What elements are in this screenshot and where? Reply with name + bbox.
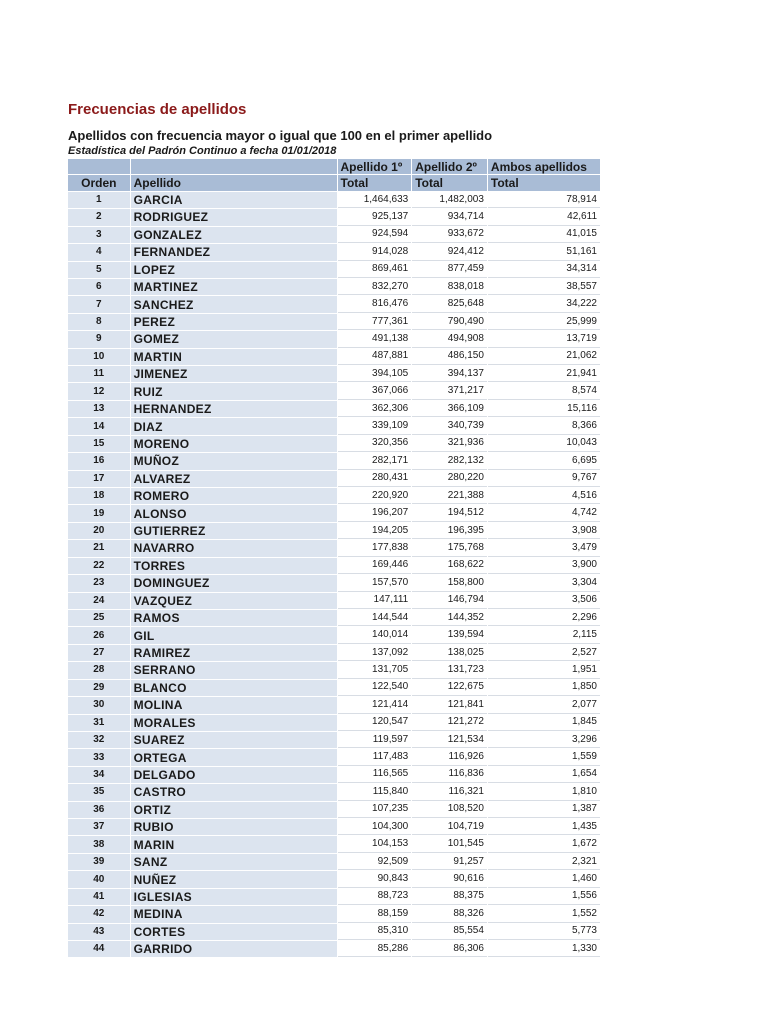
- cell-total-apellido-2: 934,714: [412, 209, 487, 225]
- table-row: [68, 889, 600, 905]
- cell-total-apellido-2: 122,675: [412, 680, 487, 696]
- cell-total-apellido-2: 371,217: [412, 383, 487, 399]
- cell-total-apellido-2: 108,520: [412, 802, 487, 818]
- cell-total-apellido-1: 220,920: [338, 488, 412, 504]
- cell-total-apellido-2: 838,018: [412, 279, 487, 295]
- cell-orden: 7: [68, 296, 130, 312]
- cell-apellido: DOMINGUEZ: [131, 575, 337, 591]
- column-header-row: [68, 175, 600, 190]
- cell-total-apellido-1: 925,137: [338, 209, 412, 225]
- cell-apellido: DIAZ: [131, 418, 337, 434]
- cell-apellido: MEDINA: [131, 906, 337, 922]
- cell-orden: 33: [68, 749, 130, 765]
- cell-total-ambos: 8,574: [488, 383, 600, 399]
- cell-apellido: RUBIO: [131, 819, 337, 835]
- cell-orden: 23: [68, 575, 130, 591]
- table-row: [68, 505, 600, 521]
- cell-total-ambos: 42,611: [488, 209, 600, 225]
- table-row: [68, 697, 600, 713]
- cell-orden: 26: [68, 627, 130, 643]
- column-header-total-ambos: Total: [488, 175, 600, 190]
- cell-total-apellido-1: 115,840: [338, 784, 412, 800]
- cell-total-apellido-1: 1,464,633: [338, 192, 412, 208]
- cell-total-apellido-1: 85,310: [338, 924, 412, 940]
- cell-total-apellido-1: 88,723: [338, 889, 412, 905]
- cell-total-apellido-1: 120,547: [338, 715, 412, 731]
- cell-total-apellido-1: 92,509: [338, 854, 412, 870]
- cell-total-apellido-1: 90,843: [338, 871, 412, 887]
- cell-apellido: RUIZ: [131, 383, 337, 399]
- table-row: [68, 331, 600, 347]
- cell-total-apellido-2: 158,800: [412, 575, 487, 591]
- table-row: [68, 488, 600, 504]
- cell-total-ambos: 9,767: [488, 471, 600, 487]
- cell-apellido: MORALES: [131, 715, 337, 731]
- cell-orden: 15: [68, 436, 130, 452]
- cell-total-apellido-2: 116,926: [412, 749, 487, 765]
- cell-total-ambos: 3,506: [488, 593, 600, 609]
- cell-total-apellido-1: 914,028: [338, 244, 412, 260]
- table-row: [68, 366, 600, 382]
- cell-total-ambos: 34,222: [488, 296, 600, 312]
- cell-orden: 25: [68, 610, 130, 626]
- table-row: [68, 418, 600, 434]
- cell-total-ambos: 2,115: [488, 627, 600, 643]
- cell-apellido: CASTRO: [131, 784, 337, 800]
- cell-total-ambos: 1,672: [488, 836, 600, 852]
- column-header-total-1: Total: [338, 175, 412, 190]
- table-row: [68, 627, 600, 643]
- table-row: [68, 575, 600, 591]
- cell-total-apellido-2: 494,908: [412, 331, 487, 347]
- table-body: [68, 192, 600, 958]
- cell-total-apellido-1: 362,306: [338, 401, 412, 417]
- cell-total-ambos: 1,460: [488, 871, 600, 887]
- cell-total-ambos: 3,908: [488, 523, 600, 539]
- cell-orden: 42: [68, 906, 130, 922]
- cell-total-ambos: 3,296: [488, 732, 600, 748]
- cell-total-apellido-2: 168,622: [412, 558, 487, 574]
- cell-total-apellido-1: 367,066: [338, 383, 412, 399]
- cell-apellido: GARRIDO: [131, 941, 337, 957]
- cell-apellido: ROMERO: [131, 488, 337, 504]
- cell-total-apellido-2: 144,352: [412, 610, 487, 626]
- cell-total-apellido-1: 140,014: [338, 627, 412, 643]
- cell-total-apellido-2: 91,257: [412, 854, 487, 870]
- cell-orden: 38: [68, 836, 130, 852]
- group-header-ambos: Ambos apellidos: [488, 159, 600, 174]
- cell-total-apellido-2: 175,768: [412, 540, 487, 556]
- group-header-row: [68, 159, 600, 174]
- table-row: [68, 645, 600, 661]
- cell-total-apellido-2: 340,739: [412, 418, 487, 434]
- column-header-orden: Orden: [68, 175, 130, 190]
- cell-total-ambos: 21,941: [488, 366, 600, 382]
- table-row: [68, 192, 600, 208]
- cell-total-ambos: 1,552: [488, 906, 600, 922]
- cell-orden: 32: [68, 732, 130, 748]
- cell-total-apellido-2: 88,375: [412, 889, 487, 905]
- cell-total-ambos: 1,556: [488, 889, 600, 905]
- table-row: [68, 296, 600, 312]
- cell-total-apellido-1: 339,109: [338, 418, 412, 434]
- cell-orden: 4: [68, 244, 130, 260]
- cell-total-ambos: 8,366: [488, 418, 600, 434]
- cell-apellido: RAMOS: [131, 610, 337, 626]
- cell-orden: 28: [68, 662, 130, 678]
- cell-total-apellido-2: 366,109: [412, 401, 487, 417]
- cell-total-apellido-1: 121,414: [338, 697, 412, 713]
- cell-total-apellido-1: 394,105: [338, 366, 412, 382]
- cell-total-apellido-1: 147,111: [338, 593, 412, 609]
- cell-apellido: LOPEZ: [131, 262, 337, 278]
- cell-orden: 1: [68, 192, 130, 208]
- group-header-apellido-1: Apellido 1º: [338, 159, 412, 174]
- cell-total-apellido-2: 933,672: [412, 227, 487, 243]
- cell-total-ambos: 51,161: [488, 244, 600, 260]
- cell-apellido: PEREZ: [131, 314, 337, 330]
- table-subtitle: Apellidos con frecuencia mayor o igual que 100 en el primer apellido: [68, 128, 493, 143]
- cell-total-ambos: 1,850: [488, 680, 600, 696]
- cell-total-apellido-1: 924,594: [338, 227, 412, 243]
- table-row: [68, 871, 600, 887]
- cell-total-apellido-2: 321,936: [412, 436, 487, 452]
- surname-frequency-table: [67, 158, 601, 958]
- cell-total-apellido-2: 877,459: [412, 262, 487, 278]
- table-row: [68, 279, 600, 295]
- cell-total-apellido-2: 88,326: [412, 906, 487, 922]
- cell-total-apellido-2: 101,545: [412, 836, 487, 852]
- table-row: [68, 610, 600, 626]
- cell-apellido: GARCIA: [131, 192, 337, 208]
- cell-apellido: GONZALEZ: [131, 227, 337, 243]
- cell-total-apellido-1: 487,881: [338, 349, 412, 365]
- cell-apellido: ALVAREZ: [131, 471, 337, 487]
- table-row: [68, 906, 600, 922]
- cell-apellido: SANZ: [131, 854, 337, 870]
- cell-total-apellido-1: 280,431: [338, 471, 412, 487]
- table-row: [68, 401, 600, 417]
- header-blank-cell: [131, 159, 337, 174]
- table-row: [68, 924, 600, 940]
- cell-total-apellido-1: 816,476: [338, 296, 412, 312]
- table-row: [68, 662, 600, 678]
- cell-orden: 40: [68, 871, 130, 887]
- cell-total-apellido-2: 196,395: [412, 523, 487, 539]
- table-row: [68, 854, 600, 870]
- cell-apellido: FERNANDEZ: [131, 244, 337, 260]
- cell-orden: 2: [68, 209, 130, 225]
- cell-apellido: MUÑOZ: [131, 453, 337, 469]
- cell-total-ambos: 1,330: [488, 941, 600, 957]
- cell-apellido: DELGADO: [131, 767, 337, 783]
- cell-total-ambos: 2,527: [488, 645, 600, 661]
- table-row: [68, 593, 600, 609]
- cell-apellido: MARTIN: [131, 349, 337, 365]
- cell-total-apellido-2: 394,137: [412, 366, 487, 382]
- cell-total-apellido-1: 832,270: [338, 279, 412, 295]
- cell-apellido: BLANCO: [131, 680, 337, 696]
- cell-apellido: GUTIERREZ: [131, 523, 337, 539]
- cell-orden: 9: [68, 331, 130, 347]
- cell-total-ambos: 4,516: [488, 488, 600, 504]
- cell-apellido: ORTIZ: [131, 802, 337, 818]
- cell-total-ambos: 2,321: [488, 854, 600, 870]
- cell-orden: 35: [68, 784, 130, 800]
- cell-total-apellido-1: 282,171: [338, 453, 412, 469]
- cell-total-ambos: 3,900: [488, 558, 600, 574]
- cell-total-apellido-1: 777,361: [338, 314, 412, 330]
- cell-orden: 30: [68, 697, 130, 713]
- cell-orden: 21: [68, 540, 130, 556]
- cell-total-apellido-1: 117,483: [338, 749, 412, 765]
- cell-total-ambos: 15,116: [488, 401, 600, 417]
- cell-total-apellido-1: 177,838: [338, 540, 412, 556]
- table-row: [68, 941, 600, 957]
- cell-orden: 24: [68, 593, 130, 609]
- cell-apellido: HERNANDEZ: [131, 401, 337, 417]
- cell-total-apellido-2: 790,490: [412, 314, 487, 330]
- cell-total-apellido-1: 104,153: [338, 836, 412, 852]
- cell-total-apellido-2: 280,220: [412, 471, 487, 487]
- cell-orden: 16: [68, 453, 130, 469]
- cell-total-apellido-1: 144,544: [338, 610, 412, 626]
- cell-apellido: MORENO: [131, 436, 337, 452]
- table-row: [68, 784, 600, 800]
- cell-total-apellido-1: 194,205: [338, 523, 412, 539]
- cell-orden: 36: [68, 802, 130, 818]
- table-row: [68, 314, 600, 330]
- table-row: [68, 383, 600, 399]
- cell-orden: 27: [68, 645, 130, 661]
- cell-total-apellido-2: 1,482,003: [412, 192, 487, 208]
- cell-total-ambos: 25,999: [488, 314, 600, 330]
- cell-orden: 8: [68, 314, 130, 330]
- cell-total-ambos: 1,845: [488, 715, 600, 731]
- cell-total-apellido-2: 924,412: [412, 244, 487, 260]
- cell-orden: 3: [68, 227, 130, 243]
- table-row: [68, 262, 600, 278]
- cell-apellido: RAMIREZ: [131, 645, 337, 661]
- cell-total-apellido-2: 104,719: [412, 819, 487, 835]
- cell-total-ambos: 3,304: [488, 575, 600, 591]
- cell-total-apellido-2: 85,554: [412, 924, 487, 940]
- cell-total-apellido-2: 121,272: [412, 715, 487, 731]
- table-row: [68, 802, 600, 818]
- cell-total-apellido-1: 131,705: [338, 662, 412, 678]
- cell-total-apellido-1: 104,300: [338, 819, 412, 835]
- column-header-apellido: Apellido: [131, 175, 337, 190]
- cell-total-ambos: 1,951: [488, 662, 600, 678]
- source-note: Estadística del Padrón Continuo a fecha 01/01/2018: [68, 145, 337, 157]
- table-row: [68, 715, 600, 731]
- table-row: [68, 244, 600, 260]
- cell-total-ambos: 34,314: [488, 262, 600, 278]
- table-row: [68, 209, 600, 225]
- cell-total-apellido-2: 121,534: [412, 732, 487, 748]
- cell-total-apellido-1: 491,138: [338, 331, 412, 347]
- cell-apellido: RODRIGUEZ: [131, 209, 337, 225]
- cell-total-ambos: 78,914: [488, 192, 600, 208]
- cell-total-apellido-2: 825,648: [412, 296, 487, 312]
- cell-total-apellido-1: 137,092: [338, 645, 412, 661]
- cell-total-apellido-1: 869,461: [338, 262, 412, 278]
- cell-total-apellido-1: 169,446: [338, 558, 412, 574]
- cell-total-apellido-2: 194,512: [412, 505, 487, 521]
- cell-orden: 20: [68, 523, 130, 539]
- cell-orden: 18: [68, 488, 130, 504]
- cell-total-apellido-2: 116,836: [412, 767, 487, 783]
- cell-apellido: JIMENEZ: [131, 366, 337, 382]
- cell-total-apellido-1: 320,356: [338, 436, 412, 452]
- cell-total-apellido-1: 88,159: [338, 906, 412, 922]
- cell-apellido: ALONSO: [131, 505, 337, 521]
- cell-total-apellido-1: 122,540: [338, 680, 412, 696]
- cell-apellido: VAZQUEZ: [131, 593, 337, 609]
- cell-total-apellido-1: 196,207: [338, 505, 412, 521]
- table-row: [68, 349, 600, 365]
- cell-total-apellido-2: 116,321: [412, 784, 487, 800]
- cell-total-ambos: 1,435: [488, 819, 600, 835]
- cell-apellido: CORTES: [131, 924, 337, 940]
- cell-orden: 10: [68, 349, 130, 365]
- cell-orden: 37: [68, 819, 130, 835]
- cell-total-ambos: 10,043: [488, 436, 600, 452]
- cell-total-apellido-2: 138,025: [412, 645, 487, 661]
- header-blank-cell: [68, 159, 130, 174]
- cell-orden: 6: [68, 279, 130, 295]
- cell-total-apellido-2: 86,306: [412, 941, 487, 957]
- table-row: [68, 767, 600, 783]
- table-row: [68, 436, 600, 452]
- cell-total-ambos: 2,296: [488, 610, 600, 626]
- cell-apellido: SANCHEZ: [131, 296, 337, 312]
- cell-total-ambos: 13,719: [488, 331, 600, 347]
- group-header-apellido-2: Apellido 2º: [412, 159, 487, 174]
- cell-total-apellido-1: 157,570: [338, 575, 412, 591]
- table-row: [68, 558, 600, 574]
- cell-orden: 13: [68, 401, 130, 417]
- cell-orden: 22: [68, 558, 130, 574]
- table-row: [68, 471, 600, 487]
- cell-total-ambos: 1,559: [488, 749, 600, 765]
- cell-total-ambos: 41,015: [488, 227, 600, 243]
- table-row: [68, 523, 600, 539]
- cell-total-apellido-2: 121,841: [412, 697, 487, 713]
- cell-total-ambos: 1,654: [488, 767, 600, 783]
- cell-apellido: MOLINA: [131, 697, 337, 713]
- cell-orden: 31: [68, 715, 130, 731]
- cell-apellido: MARTINEZ: [131, 279, 337, 295]
- table-row: [68, 227, 600, 243]
- table-row: [68, 836, 600, 852]
- cell-orden: 14: [68, 418, 130, 434]
- cell-total-apellido-1: 107,235: [338, 802, 412, 818]
- cell-apellido: MARIN: [131, 836, 337, 852]
- cell-total-apellido-2: 221,388: [412, 488, 487, 504]
- document-page: [68, 100, 601, 958]
- cell-apellido: SUAREZ: [131, 732, 337, 748]
- cell-apellido: ORTEGA: [131, 749, 337, 765]
- cell-total-apellido-1: 116,565: [338, 767, 412, 783]
- table-row: [68, 749, 600, 765]
- table-row: [68, 540, 600, 556]
- cell-orden: 34: [68, 767, 130, 783]
- cell-total-apellido-2: 131,723: [412, 662, 487, 678]
- cell-total-apellido-2: 90,616: [412, 871, 487, 887]
- cell-apellido: TORRES: [131, 558, 337, 574]
- cell-apellido: IGLESIAS: [131, 889, 337, 905]
- cell-total-ambos: 2,077: [488, 697, 600, 713]
- table-row: [68, 819, 600, 835]
- cell-orden: 12: [68, 383, 130, 399]
- cell-total-apellido-1: 85,286: [338, 941, 412, 957]
- cell-apellido: NUÑEZ: [131, 871, 337, 887]
- cell-orden: 5: [68, 262, 130, 278]
- cell-total-apellido-1: 119,597: [338, 732, 412, 748]
- cell-total-ambos: 38,557: [488, 279, 600, 295]
- column-header-total-2: Total: [412, 175, 487, 190]
- table-row: [68, 732, 600, 748]
- cell-apellido: GIL: [131, 627, 337, 643]
- page-title: Frecuencias de apellidos: [68, 101, 247, 118]
- cell-total-apellido-2: 282,132: [412, 453, 487, 469]
- cell-total-ambos: 5,773: [488, 924, 600, 940]
- cell-apellido: SERRANO: [131, 662, 337, 678]
- cell-orden: 39: [68, 854, 130, 870]
- cell-orden: 44: [68, 941, 130, 957]
- table-row: [68, 453, 600, 469]
- cell-orden: 17: [68, 471, 130, 487]
- cell-total-apellido-2: 139,594: [412, 627, 487, 643]
- cell-total-apellido-2: 486,150: [412, 349, 487, 365]
- table-row: [68, 680, 600, 696]
- cell-apellido: NAVARRO: [131, 540, 337, 556]
- cell-total-ambos: 1,810: [488, 784, 600, 800]
- cell-apellido: GOMEZ: [131, 331, 337, 347]
- cell-total-apellido-2: 146,794: [412, 593, 487, 609]
- cell-orden: 29: [68, 680, 130, 696]
- cell-total-ambos: 3,479: [488, 540, 600, 556]
- cell-orden: 43: [68, 924, 130, 940]
- cell-orden: 11: [68, 366, 130, 382]
- cell-orden: 41: [68, 889, 130, 905]
- cell-total-ambos: 4,742: [488, 505, 600, 521]
- cell-orden: 19: [68, 505, 130, 521]
- cell-total-ambos: 21,062: [488, 349, 600, 365]
- cell-total-ambos: 1,387: [488, 802, 600, 818]
- cell-total-ambos: 6,695: [488, 453, 600, 469]
